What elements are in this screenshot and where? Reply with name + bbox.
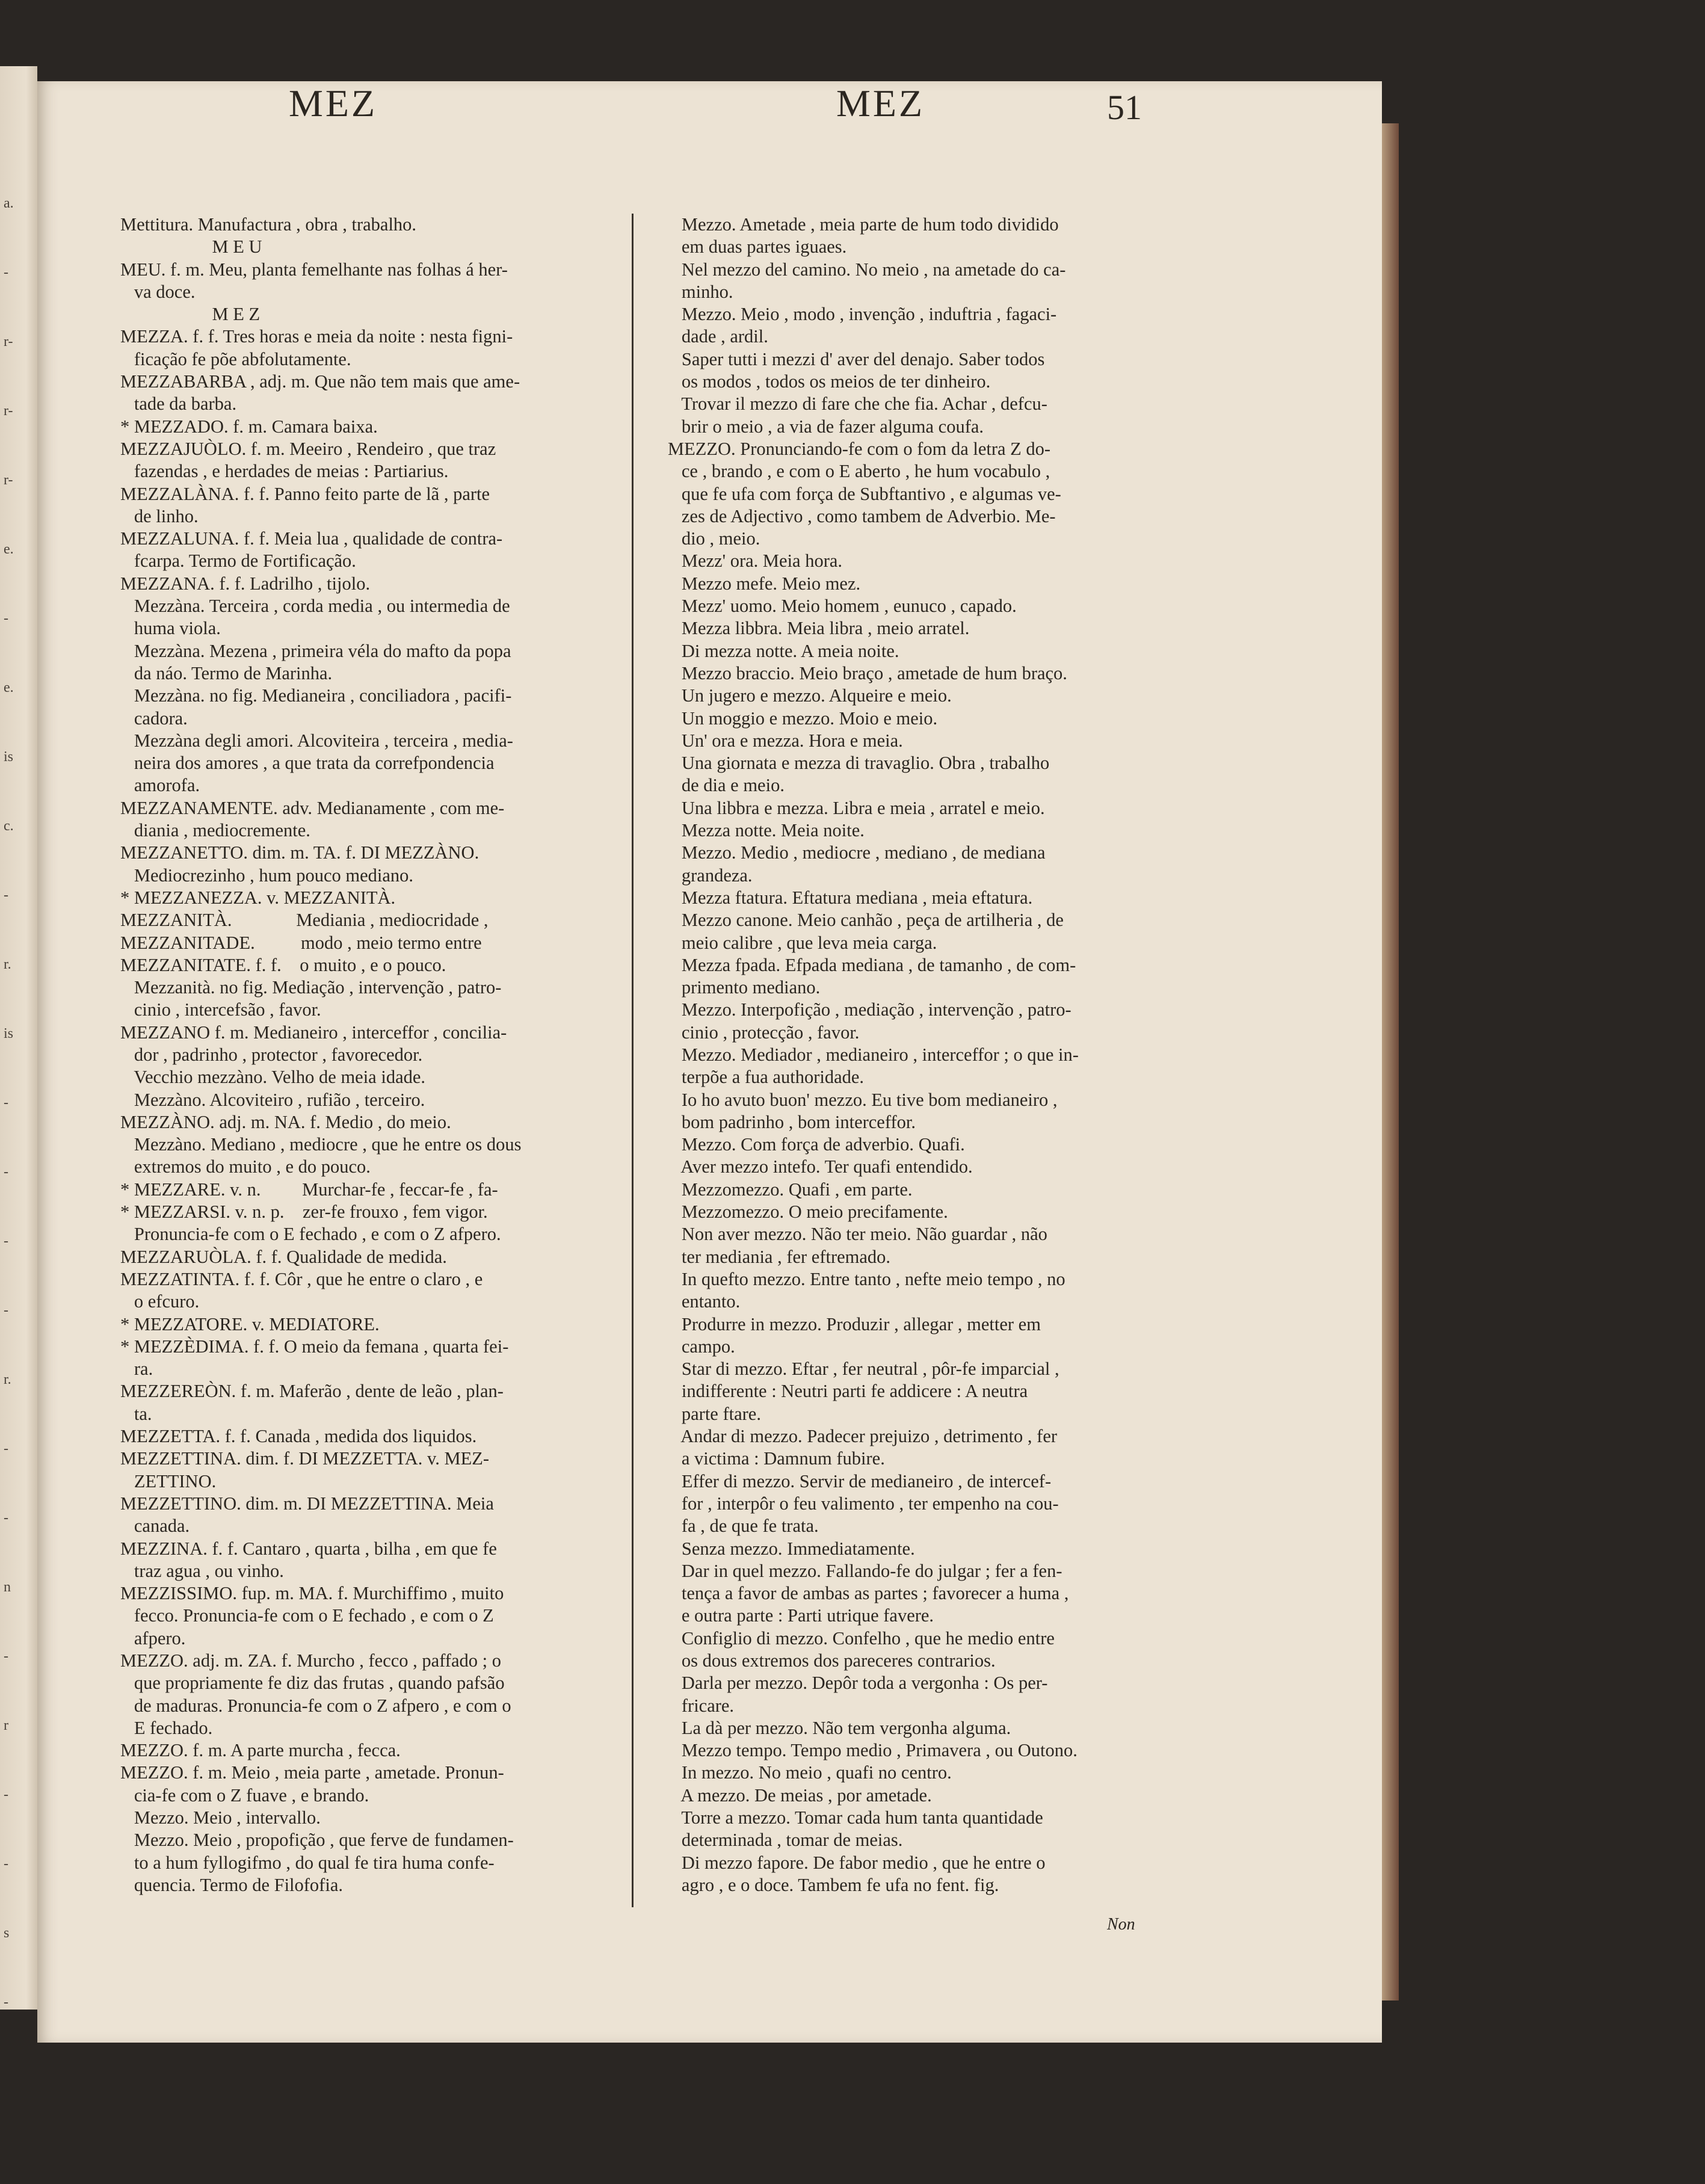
dictionary-line: * MEZZANEZZA. v. MEZZANITÀ. [120, 887, 396, 908]
previous-page-fragment: c. [4, 818, 14, 834]
dictionary-line: fricare. [668, 1695, 735, 1716]
dictionary-line: Mezzo. Meio , intervallo. [120, 1807, 321, 1828]
dictionary-line: agro , e o doce. Tambem fe ufa no fent. fig. [668, 1874, 999, 1895]
dictionary-line: Mezz' uomo. Meio homem , eunuco , capado. [668, 596, 1017, 617]
previous-page-fragment: r [4, 1718, 8, 1733]
dictionary-line: Mezzanità. no fig. Mediação , intervenção , patro- [120, 977, 502, 998]
dictionary-line: MEU. f. m. Meu, planta femelhante nas folhas á her- [120, 259, 508, 280]
dictionary-line: Mezzo braccio. Meio braço , ametade de hum braço. [668, 662, 1067, 683]
dictionary-line: Mezzàna. no fig. Medianeira , conciliadora , pacifi- [120, 685, 512, 706]
dictionary-line: cia-fe com o Z fuave , e brando. [120, 1785, 369, 1806]
dictionary-line: Mezzo. Meio , modo , invenção , induftria , fagaci- [668, 304, 1057, 325]
dictionary-line: MEZZANITADE. modo , meio termo entre [120, 932, 482, 953]
previous-page-fragment: a. [4, 196, 14, 211]
dictionary-line: MEZZO. Pronunciando-fe com o fom da letra Z do- [668, 438, 1051, 459]
dictionary-line: fa , de que fe trata. [668, 1516, 819, 1537]
dictionary-line: Mezzo canone. Meio canhão , peça de artilheria , de [668, 910, 1064, 931]
dictionary-line: Nel mezzo del camino. No meio , na ametade do ca- [668, 259, 1066, 280]
dictionary-line: * MEZZADO. f. m. Camara baixa. [120, 416, 378, 437]
dictionary-line: zes de Adjectivo , como tambem de Adverbio. Me- [668, 505, 1056, 526]
column-divider [632, 214, 634, 1907]
dictionary-line: Mezzomezzo. O meio precifamente. [668, 1202, 948, 1223]
dictionary-line: Darla per mezzo. Depôr toda a vergonha : Os per- [668, 1673, 1048, 1694]
dictionary-line: terpõe a fua authoridade. [668, 1067, 865, 1088]
dictionary-line: bom padrinho , bom interceffor. [668, 1111, 916, 1132]
dictionary-line: In quefto mezzo. Entre tanto , nefte meio tempo , no [668, 1268, 1065, 1289]
dictionary-line: * MEZZARE. v. n. Murchar-fe , feccar-fe , fa- [120, 1179, 498, 1200]
dictionary-line: Effer di mezzo. Servir de medianeiro , de intercef- [668, 1470, 1052, 1491]
dictionary-line: MEZZO. f. m. A parte murcha , fecca. [120, 1740, 401, 1761]
dictionary-line: de dia e meio. [668, 775, 785, 796]
previous-page-fragment: s [4, 1925, 10, 1941]
dictionary-line: afpero. [120, 1627, 186, 1649]
dictionary-line: MEZZETTINA. dim. f. DI MEZZETTA. v. MEZ- [120, 1448, 490, 1469]
dictionary-line: Mezzo. Meio , propofição , que ferve de fundamen- [120, 1830, 514, 1851]
dictionary-line: Pronuncia-fe com o E fechado , e com o Z afpero. [120, 1224, 501, 1245]
dictionary-line: extremos do muito , e do pouco. [120, 1156, 371, 1177]
previous-page-fragment: r- [4, 403, 13, 419]
previous-page-fragment: is [4, 1026, 14, 1041]
dictionary-line: indifferente : Neutri parti fe addicere : A neutra [668, 1381, 1028, 1402]
dictionary-line: da náo. Termo de Marinha. [120, 662, 333, 683]
dictionary-line: Senza mezzo. Immediatamente. [668, 1538, 915, 1559]
dictionary-line: Io ho avuto buon' mezzo. Eu tive bom medianeiro , [668, 1089, 1058, 1110]
dictionary-line: Mettitura. Manufactura , obra , trabalho. [120, 214, 417, 235]
previous-page-fragment: r. [4, 1372, 11, 1387]
book-fore-edge [1382, 123, 1399, 2000]
dictionary-line: * MEZZARSI. v. n. p. zer-fe frouxo , fem vigor. [120, 1202, 488, 1223]
dictionary-line: Mezzo. Interpofição , mediação , intervenção , patro- [668, 999, 1071, 1020]
dictionary-line: Vecchio mezzàno. Velho de meia idade. [120, 1067, 426, 1088]
dictionary-line: M E U [120, 236, 262, 258]
dictionary-line: Un jugero e mezzo. Alqueire e meio. [668, 685, 952, 706]
dictionary-line: M E Z [120, 304, 261, 325]
dictionary-line: canada. [120, 1516, 190, 1537]
previous-page-fragment: - [4, 1787, 8, 1803]
dictionary-line: Mezza ftatura. Eftatura mediana , meia eftatura. [668, 887, 1033, 908]
previous-page-fragment: - [4, 1164, 8, 1180]
left-column [120, 214, 626, 1896]
previous-page-fragment: r- [4, 334, 13, 350]
previous-page-fragment: e. [4, 541, 14, 557]
dictionary-line: MEZZO. f. m. Meio , meia parte , ametade. Pronun- [120, 1762, 504, 1783]
previous-page-fragment: - [4, 1994, 8, 2010]
dictionary-line: a victima : Damnum fubire. [668, 1448, 885, 1469]
dictionary-line: Mezzàna. Terceira , corda media , ou intermedia de [120, 596, 510, 617]
dictionary-line: os modos , todos os meios de ter dinheiro. [668, 371, 991, 392]
dictionary-line: Trovar il mezzo di fare che che fia. Achar , defcu- [668, 393, 1047, 415]
dictionary-line: de maduras. Pronuncia-fe com o Z afpero , e com o [120, 1695, 511, 1716]
dictionary-line: Mezzàna. Mezena , primeira véla do mafto da popa [120, 640, 511, 661]
dictionary-line: e outra parte : Parti utrique favere. [668, 1605, 934, 1626]
dictionary-line: Mezza fpada. Efpada mediana , de tamanho , de com- [668, 954, 1076, 975]
dictionary-line: ta. [120, 1403, 152, 1424]
dictionary-line: campo. [668, 1336, 735, 1357]
dictionary-line: MEZZATINTA. f. f. Côr , que he entre o claro , e [120, 1268, 483, 1289]
dictionary-line: Mezza libbra. Meia libra , meio arratel. [668, 618, 970, 639]
dictionary-line: Mezzo. Medio , mediocre , mediano , de mediana [668, 842, 1046, 863]
dictionary-line: dio , meio. [668, 528, 760, 549]
dictionary-line: Mezzo. Ametade , meia parte de hum todo dividido [668, 214, 1059, 235]
dictionary-line: Saper tutti i mezzi d' aver del denajo. Saber todos [668, 348, 1045, 369]
dictionary-line: MEZZÀNO. adj. m. NA. f. Medio , do meio. [120, 1111, 451, 1132]
dictionary-line: de linho. [120, 505, 199, 526]
dictionary-line: A mezzo. De meias , por ametade. [668, 1785, 932, 1806]
dictionary-line: fazendas , e herdades de meias : Partiarius. [120, 461, 449, 482]
dictionary-line: fecco. Pronuncia-fe com o E fechado , e com o Z [120, 1605, 494, 1626]
dictionary-line: primento mediano. [668, 977, 821, 998]
dictionary-line: MEZZINA. f. f. Cantaro , quarta , bilha , em que fe [120, 1538, 497, 1559]
dictionary-line: ter mediania , fer eftremado. [668, 1246, 891, 1267]
dictionary-line: MEZZALÀNA. f. f. Panno feito parte de lã , parte [120, 483, 490, 504]
previous-page-fragment: - [4, 1095, 8, 1111]
previous-page-fragment: is [4, 749, 14, 765]
dictionary-line: MEZZANAMENTE. adv. Medianamente , com me- [120, 797, 505, 818]
dictionary-line: Mezzo tempo. Tempo medio , Primavera , ou Outono. [668, 1740, 1078, 1761]
dictionary-line: Un moggio e mezzo. Moio e meio. [668, 708, 938, 729]
dictionary-line: fcarpa. Termo de Fortificação. [120, 551, 356, 572]
dictionary-line: Configlio di mezzo. Confelho , que he medio entre [668, 1627, 1055, 1649]
dictionary-line: La dà per mezzo. Não tem vergonha alguma. [668, 1717, 1011, 1738]
dictionary-line: to a hum fyllogifmo , do qual fe tira huma confe- [120, 1852, 495, 1873]
dictionary-line: Mezzàna degli amori. Alcoviteira , terceira , media- [120, 730, 513, 751]
dictionary-line: que fe ufa com força de Subftantivo , e algumas ve- [668, 483, 1061, 504]
dictionary-line: Aver mezzo intefo. Ter quafi entendido. [668, 1156, 973, 1177]
previous-page-fragment: - [4, 611, 8, 626]
dictionary-line: Produrre in mezzo. Produzir , allegar , metter em [668, 1313, 1041, 1334]
dictionary-line: Dar in quel mezzo. Fallando-fe do julgar ; fer a fen- [668, 1560, 1062, 1581]
dictionary-line: Mediocrezinho , hum pouco mediano. [120, 865, 414, 886]
previous-page-fragment: - [4, 1649, 8, 1664]
dictionary-line: o efcuro. [120, 1291, 200, 1312]
dictionary-line: grandeza. [668, 865, 753, 886]
dictionary-line: MEZZANETTO. dim. m. TA. f. DI MEZZÀNO. [120, 842, 479, 863]
dictionary-line: Mezzàno. Mediano , mediocre , que he entre os dous [120, 1134, 522, 1155]
dictionary-line: MEZZABARBA , adj. m. Que não tem mais que ame- [120, 371, 520, 392]
page-number: 51 [1107, 88, 1142, 127]
dictionary-line: Non aver mezzo. Não ter meio. Não guardar , não [668, 1224, 1047, 1245]
dictionary-line: Mezza notte. Meia noite. [668, 820, 865, 841]
dictionary-line: Mezzomezzo. Quafi , em parte. [668, 1179, 913, 1200]
dictionary-line: Mezzo. Com força de adverbio. Quafi. [668, 1134, 965, 1155]
dictionary-line: Torre a mezzo. Tomar cada hum tanta quantidade [668, 1807, 1043, 1828]
right-column [668, 214, 1155, 1896]
dictionary-line: * MEZZÈDIMA. f. f. O meio da femana , quarta fei- [120, 1336, 509, 1357]
dictionary-line: em duas partes iguaes. [668, 236, 847, 258]
previous-page-fragment: - [4, 265, 8, 280]
dictionary-line: Mezzo mefe. Meio mez. [668, 573, 861, 594]
dictionary-line: Una giornata e mezza di travaglio. Obra , trabalho [668, 753, 1050, 774]
previous-page-fragment: n [4, 1579, 11, 1595]
dictionary-line: MEZZISSIMO. fup. m. MA. f. Murchiffimo , muito [120, 1583, 504, 1604]
dictionary-line: ficação fe põe abfolutamente. [120, 348, 351, 369]
dictionary-line: MEZZANITATE. f. f. o muito , e o pouco. [120, 954, 446, 975]
dictionary-line: entanto. [668, 1291, 741, 1312]
dictionary-line: Andar di mezzo. Padecer prejuizo , detrimento , fer [668, 1426, 1058, 1447]
dictionary-line: ce , brando , e com o E aberto , he hum vocabulo , [668, 461, 1050, 482]
dictionary-line: Mezz' ora. Meia hora. [668, 551, 843, 572]
dictionary-line: ZETTINO. [120, 1470, 217, 1491]
dictionary-line: cinio , protecção , favor. [668, 1022, 860, 1043]
dictionary-line: brir o meio , a via de fazer alguma coufa. [668, 416, 984, 437]
dictionary-line: MEZZETTINO. dim. m. DI MEZZETTINA. Meia [120, 1493, 494, 1514]
dictionary-line: quencia. Termo de Filofofia. [120, 1874, 343, 1895]
dictionary-line: Di mezzo fapore. De fabor medio , que he entre o [668, 1852, 1046, 1873]
previous-page-fragment: r. [4, 957, 11, 972]
dictionary-line: Un' ora e mezza. Hora e meia. [668, 730, 903, 751]
previous-page-fragment: - [4, 1441, 8, 1457]
dictionary-line: Star di mezzo. Eftar , fer neutral , pôr-fe imparcial , [668, 1359, 1059, 1380]
catchword: Non [1107, 1915, 1135, 1934]
dictionary-line: MEZZETTA. f. f. Canada , medida dos liquidos. [120, 1426, 477, 1447]
dictionary-line: E fechado. [120, 1717, 213, 1738]
dictionary-line: dade , ardil. [668, 326, 768, 347]
dictionary-line: determinada , tomar de meias. [668, 1830, 903, 1851]
previous-page-edge [0, 66, 37, 2010]
dictionary-line: meio calibre , que leva meia carga. [668, 932, 937, 953]
dictionary-line: MEZZANITÀ. Mediania , mediocridade , [120, 910, 489, 931]
dictionary-line: diania , mediocremente. [120, 820, 310, 841]
dictionary-line: MEZZAJUÒLO. f. m. Meeiro , Rendeiro , que traz [120, 438, 496, 459]
dictionary-line: MEZZO. adj. m. ZA. f. Murcho , fecco , paffado ; o [120, 1650, 501, 1671]
previous-page-fragment: - [4, 887, 8, 903]
dictionary-line: Mezzo. Mediador , medianeiro , interceffor ; o que in- [668, 1044, 1079, 1065]
dictionary-line: tença a favor de ambas as partes ; favorecer a huma , [668, 1583, 1069, 1604]
dictionary-line: amorofa. [120, 775, 200, 796]
dictionary-line: Di mezza notte. A meia noite. [668, 640, 899, 661]
dictionary-line: tade da barba. [120, 393, 237, 415]
dictionary-line: MEZZALUNA. f. f. Meia lua , qualidade de contra- [120, 528, 503, 549]
previous-page-fragment: - [4, 1856, 8, 1872]
previous-page-fragment: - [4, 1233, 8, 1249]
previous-page-fragment: r- [4, 472, 13, 488]
dictionary-line: MEZZANO f. m. Medianeiro , interceffor , concilia- [120, 1022, 507, 1043]
dictionary-line: MEZZANA. f. f. Ladrilho , tijolo. [120, 573, 371, 594]
dictionary-line: minho. [668, 281, 733, 302]
previous-page-fragment: - [4, 1303, 8, 1318]
dictionary-line: In mezzo. No meio , quafi no centro. [668, 1762, 952, 1783]
dictionary-line: for , interpôr o feu valimento , ter empenho na cou- [668, 1493, 1059, 1514]
dictionary-line: huma viola. [120, 618, 221, 639]
dictionary-line: neira dos amores , a que trata da correfpondencia [120, 753, 495, 774]
dictionary-line: Una libbra e mezza. Libra e meia , arratel e meio. [668, 797, 1045, 818]
dictionary-line: * MEZZATORE. v. MEDIATORE. [120, 1313, 380, 1334]
dictionary-line: MEZZARUÒLA. f. f. Qualidade de medida. [120, 1246, 447, 1267]
dictionary-line: ra. [120, 1359, 153, 1380]
dictionary-line: MEZZA. f. f. Tres horas e meia da noite : nesta figni- [120, 326, 513, 347]
running-head-left: MEZ [289, 82, 378, 125]
dictionary-line: os dous extremos dos pareceres contrarios. [668, 1650, 996, 1671]
running-head-right: MEZ [836, 82, 925, 125]
dictionary-line: traz agua , ou vinho. [120, 1560, 284, 1581]
dictionary-line: va doce. [120, 281, 196, 302]
dictionary-line: que propriamente fe diz das frutas , quando pafsão [120, 1673, 505, 1694]
dictionary-line: Mezzàno. Alcoviteiro , rufião , terceiro. [120, 1089, 425, 1110]
previous-page-fragment: e. [4, 680, 14, 696]
dictionary-line: cinio , intercefsão , favor. [120, 999, 321, 1020]
dictionary-line: cadora. [120, 708, 188, 729]
dictionary-line: parte ftare. [668, 1403, 761, 1424]
dictionary-line: MEZZEREÒN. f. m. Maferão , dente de leão , plan- [120, 1381, 504, 1402]
dictionary-line: dor , padrinho , protector , favorecedor. [120, 1044, 423, 1065]
previous-page-fragment: - [4, 1510, 8, 1526]
